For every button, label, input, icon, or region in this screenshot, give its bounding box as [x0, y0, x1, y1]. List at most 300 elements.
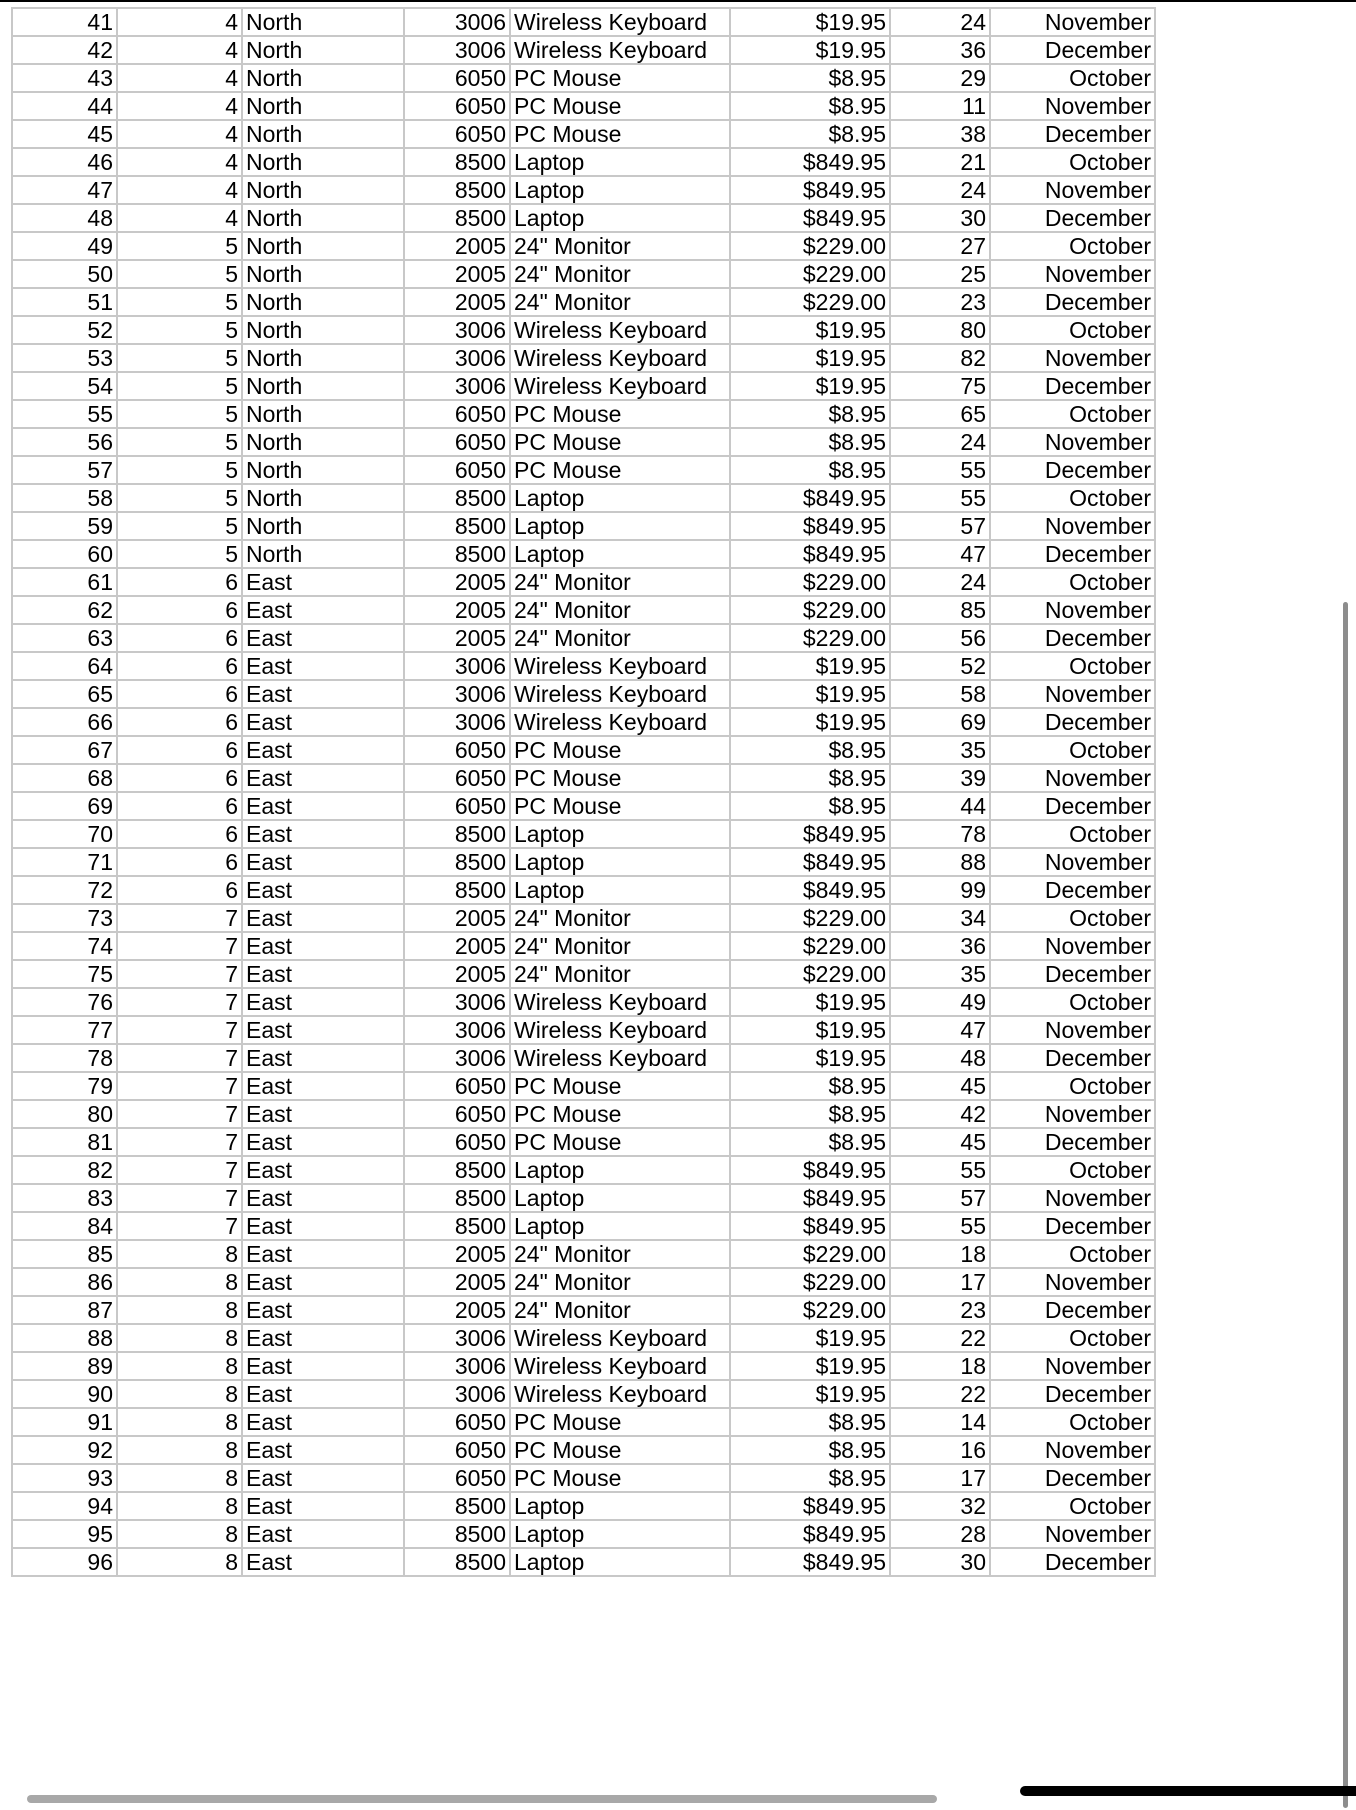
- product-code-cell[interactable]: 3006: [404, 1352, 510, 1380]
- product-code-cell[interactable]: 2005: [404, 932, 510, 960]
- region-cell[interactable]: North: [242, 204, 404, 232]
- description-cell[interactable]: 24" Monitor: [510, 568, 730, 596]
- region-cell[interactable]: East: [242, 1016, 404, 1044]
- description-cell[interactable]: Wireless Keyboard: [510, 1324, 730, 1352]
- row-number-cell[interactable]: 92: [12, 1436, 117, 1464]
- product-code-cell[interactable]: 2005: [404, 288, 510, 316]
- quantity-cell[interactable]: 36: [890, 932, 990, 960]
- store-cell[interactable]: 7: [117, 932, 242, 960]
- product-code-cell[interactable]: 6050: [404, 1464, 510, 1492]
- region-cell[interactable]: East: [242, 624, 404, 652]
- row-number-cell[interactable]: 74: [12, 932, 117, 960]
- description-cell[interactable]: PC Mouse: [510, 1072, 730, 1100]
- quantity-cell[interactable]: 88: [890, 848, 990, 876]
- description-cell[interactable]: Laptop: [510, 540, 730, 568]
- description-cell[interactable]: Laptop: [510, 1184, 730, 1212]
- description-cell[interactable]: Laptop: [510, 1548, 730, 1576]
- quantity-cell[interactable]: 57: [890, 1184, 990, 1212]
- quantity-cell[interactable]: 29: [890, 64, 990, 92]
- row-number-cell[interactable]: 91: [12, 1408, 117, 1436]
- store-cell[interactable]: 4: [117, 148, 242, 176]
- description-cell[interactable]: Laptop: [510, 176, 730, 204]
- month-cell[interactable]: October: [990, 1324, 1155, 1352]
- month-cell[interactable]: December: [990, 708, 1155, 736]
- row-number-cell[interactable]: 59: [12, 512, 117, 540]
- description-cell[interactable]: PC Mouse: [510, 1464, 730, 1492]
- region-cell[interactable]: North: [242, 288, 404, 316]
- month-cell[interactable]: November: [990, 260, 1155, 288]
- quantity-cell[interactable]: 18: [890, 1240, 990, 1268]
- row-number-cell[interactable]: 70: [12, 820, 117, 848]
- product-code-cell[interactable]: 6050: [404, 456, 510, 484]
- store-cell[interactable]: 4: [117, 176, 242, 204]
- product-code-cell[interactable]: 3006: [404, 372, 510, 400]
- quantity-cell[interactable]: 21: [890, 148, 990, 176]
- quantity-cell[interactable]: 32: [890, 1492, 990, 1520]
- month-cell[interactable]: October: [990, 64, 1155, 92]
- product-code-cell[interactable]: 8500: [404, 820, 510, 848]
- description-cell[interactable]: PC Mouse: [510, 1408, 730, 1436]
- price-cell[interactable]: $19.95: [730, 8, 890, 36]
- price-cell[interactable]: $8.95: [730, 456, 890, 484]
- row-number-cell[interactable]: 71: [12, 848, 117, 876]
- region-cell[interactable]: East: [242, 988, 404, 1016]
- store-cell[interactable]: 4: [117, 92, 242, 120]
- price-cell[interactable]: $849.95: [730, 1184, 890, 1212]
- month-cell[interactable]: October: [990, 232, 1155, 260]
- product-code-cell[interactable]: 6050: [404, 792, 510, 820]
- quantity-cell[interactable]: 47: [890, 1016, 990, 1044]
- quantity-cell[interactable]: 49: [890, 988, 990, 1016]
- description-cell[interactable]: Wireless Keyboard: [510, 316, 730, 344]
- row-number-cell[interactable]: 60: [12, 540, 117, 568]
- description-cell[interactable]: 24" Monitor: [510, 904, 730, 932]
- region-cell[interactable]: East: [242, 1072, 404, 1100]
- store-cell[interactable]: 7: [117, 1128, 242, 1156]
- quantity-cell[interactable]: 35: [890, 736, 990, 764]
- store-cell[interactable]: 7: [117, 1072, 242, 1100]
- product-code-cell[interactable]: 3006: [404, 988, 510, 1016]
- region-cell[interactable]: East: [242, 680, 404, 708]
- store-cell[interactable]: 7: [117, 904, 242, 932]
- description-cell[interactable]: PC Mouse: [510, 764, 730, 792]
- region-cell[interactable]: East: [242, 1156, 404, 1184]
- store-cell[interactable]: 8: [117, 1464, 242, 1492]
- description-cell[interactable]: 24" Monitor: [510, 288, 730, 316]
- month-cell[interactable]: December: [990, 1548, 1155, 1576]
- product-code-cell[interactable]: 3006: [404, 1044, 510, 1072]
- month-cell[interactable]: November: [990, 344, 1155, 372]
- region-cell[interactable]: East: [242, 1408, 404, 1436]
- region-cell[interactable]: North: [242, 8, 404, 36]
- region-cell[interactable]: North: [242, 512, 404, 540]
- region-cell[interactable]: North: [242, 456, 404, 484]
- quantity-cell[interactable]: 80: [890, 316, 990, 344]
- region-cell[interactable]: North: [242, 260, 404, 288]
- description-cell[interactable]: Wireless Keyboard: [510, 652, 730, 680]
- month-cell[interactable]: November: [990, 1352, 1155, 1380]
- price-cell[interactable]: $849.95: [730, 1548, 890, 1576]
- row-number-cell[interactable]: 73: [12, 904, 117, 932]
- quantity-cell[interactable]: 39: [890, 764, 990, 792]
- product-code-cell[interactable]: 6050: [404, 1128, 510, 1156]
- row-number-cell[interactable]: 82: [12, 1156, 117, 1184]
- price-cell[interactable]: $19.95: [730, 316, 890, 344]
- row-number-cell[interactable]: 55: [12, 400, 117, 428]
- row-number-cell[interactable]: 58: [12, 484, 117, 512]
- quantity-cell[interactable]: 30: [890, 204, 990, 232]
- region-cell[interactable]: East: [242, 904, 404, 932]
- row-number-cell[interactable]: 56: [12, 428, 117, 456]
- region-cell[interactable]: East: [242, 1268, 404, 1296]
- description-cell[interactable]: 24" Monitor: [510, 1268, 730, 1296]
- quantity-cell[interactable]: 24: [890, 568, 990, 596]
- quantity-cell[interactable]: 52: [890, 652, 990, 680]
- product-code-cell[interactable]: 2005: [404, 596, 510, 624]
- store-cell[interactable]: 4: [117, 64, 242, 92]
- store-cell[interactable]: 6: [117, 820, 242, 848]
- quantity-cell[interactable]: 24: [890, 428, 990, 456]
- region-cell[interactable]: East: [242, 1100, 404, 1128]
- quantity-cell[interactable]: 23: [890, 288, 990, 316]
- quantity-cell[interactable]: 25: [890, 260, 990, 288]
- region-cell[interactable]: North: [242, 344, 404, 372]
- row-number-cell[interactable]: 85: [12, 1240, 117, 1268]
- product-code-cell[interactable]: 2005: [404, 960, 510, 988]
- row-number-cell[interactable]: 93: [12, 1464, 117, 1492]
- month-cell[interactable]: December: [990, 1380, 1155, 1408]
- row-number-cell[interactable]: 69: [12, 792, 117, 820]
- product-code-cell[interactable]: 2005: [404, 1240, 510, 1268]
- region-cell[interactable]: East: [242, 1296, 404, 1324]
- store-cell[interactable]: 6: [117, 680, 242, 708]
- quantity-cell[interactable]: 16: [890, 1436, 990, 1464]
- row-number-cell[interactable]: 96: [12, 1548, 117, 1576]
- description-cell[interactable]: PC Mouse: [510, 400, 730, 428]
- region-cell[interactable]: East: [242, 1548, 404, 1576]
- month-cell[interactable]: October: [990, 1408, 1155, 1436]
- region-cell[interactable]: East: [242, 932, 404, 960]
- product-code-cell[interactable]: 3006: [404, 36, 510, 64]
- row-number-cell[interactable]: 75: [12, 960, 117, 988]
- quantity-cell[interactable]: 57: [890, 512, 990, 540]
- price-cell[interactable]: $849.95: [730, 876, 890, 904]
- product-code-cell[interactable]: 8500: [404, 484, 510, 512]
- price-cell[interactable]: $8.95: [730, 1436, 890, 1464]
- description-cell[interactable]: Wireless Keyboard: [510, 36, 730, 64]
- region-cell[interactable]: East: [242, 820, 404, 848]
- store-cell[interactable]: 8: [117, 1436, 242, 1464]
- store-cell[interactable]: 5: [117, 540, 242, 568]
- month-cell[interactable]: December: [990, 540, 1155, 568]
- price-cell[interactable]: $849.95: [730, 1492, 890, 1520]
- quantity-cell[interactable]: 17: [890, 1464, 990, 1492]
- store-cell[interactable]: 4: [117, 8, 242, 36]
- row-number-cell[interactable]: 49: [12, 232, 117, 260]
- row-number-cell[interactable]: 62: [12, 596, 117, 624]
- region-cell[interactable]: East: [242, 1352, 404, 1380]
- row-number-cell[interactable]: 67: [12, 736, 117, 764]
- price-cell[interactable]: $229.00: [730, 624, 890, 652]
- description-cell[interactable]: 24" Monitor: [510, 624, 730, 652]
- price-cell[interactable]: $849.95: [730, 484, 890, 512]
- product-code-cell[interactable]: 6050: [404, 428, 510, 456]
- description-cell[interactable]: PC Mouse: [510, 1128, 730, 1156]
- region-cell[interactable]: North: [242, 176, 404, 204]
- region-cell[interactable]: North: [242, 232, 404, 260]
- month-cell[interactable]: November: [990, 848, 1155, 876]
- region-cell[interactable]: East: [242, 1436, 404, 1464]
- product-code-cell[interactable]: 2005: [404, 1296, 510, 1324]
- store-cell[interactable]: 4: [117, 204, 242, 232]
- product-code-cell[interactable]: 8500: [404, 1492, 510, 1520]
- month-cell[interactable]: October: [990, 988, 1155, 1016]
- description-cell[interactable]: Wireless Keyboard: [510, 8, 730, 36]
- region-cell[interactable]: North: [242, 484, 404, 512]
- region-cell[interactable]: North: [242, 372, 404, 400]
- product-code-cell[interactable]: 3006: [404, 344, 510, 372]
- region-cell[interactable]: North: [242, 400, 404, 428]
- store-cell[interactable]: 5: [117, 372, 242, 400]
- store-cell[interactable]: 8: [117, 1296, 242, 1324]
- row-number-cell[interactable]: 48: [12, 204, 117, 232]
- quantity-cell[interactable]: 69: [890, 708, 990, 736]
- product-code-cell[interactable]: 6050: [404, 1408, 510, 1436]
- row-number-cell[interactable]: 53: [12, 344, 117, 372]
- region-cell[interactable]: East: [242, 1380, 404, 1408]
- month-cell[interactable]: October: [990, 904, 1155, 932]
- month-cell[interactable]: December: [990, 288, 1155, 316]
- region-cell[interactable]: North: [242, 540, 404, 568]
- row-number-cell[interactable]: 94: [12, 1492, 117, 1520]
- row-number-cell[interactable]: 64: [12, 652, 117, 680]
- row-number-cell[interactable]: 78: [12, 1044, 117, 1072]
- month-cell[interactable]: November: [990, 1436, 1155, 1464]
- product-code-cell[interactable]: 3006: [404, 652, 510, 680]
- store-cell[interactable]: 6: [117, 596, 242, 624]
- product-code-cell[interactable]: 3006: [404, 1380, 510, 1408]
- store-cell[interactable]: 7: [117, 1100, 242, 1128]
- product-code-cell[interactable]: 3006: [404, 8, 510, 36]
- quantity-cell[interactable]: 75: [890, 372, 990, 400]
- description-cell[interactable]: Laptop: [510, 876, 730, 904]
- month-cell[interactable]: December: [990, 1296, 1155, 1324]
- description-cell[interactable]: Wireless Keyboard: [510, 1016, 730, 1044]
- quantity-cell[interactable]: 34: [890, 904, 990, 932]
- product-code-cell[interactable]: 2005: [404, 568, 510, 596]
- product-code-cell[interactable]: 6050: [404, 1100, 510, 1128]
- price-cell[interactable]: $229.00: [730, 932, 890, 960]
- product-code-cell[interactable]: 8500: [404, 176, 510, 204]
- store-cell[interactable]: 7: [117, 988, 242, 1016]
- store-cell[interactable]: 7: [117, 1184, 242, 1212]
- row-number-cell[interactable]: 77: [12, 1016, 117, 1044]
- store-cell[interactable]: 6: [117, 792, 242, 820]
- price-cell[interactable]: $849.95: [730, 148, 890, 176]
- month-cell[interactable]: November: [990, 596, 1155, 624]
- price-cell[interactable]: $229.00: [730, 288, 890, 316]
- region-cell[interactable]: East: [242, 1184, 404, 1212]
- horizontal-scrollbar[interactable]: [27, 1795, 937, 1803]
- quantity-cell[interactable]: 22: [890, 1380, 990, 1408]
- store-cell[interactable]: 6: [117, 708, 242, 736]
- price-cell[interactable]: $8.95: [730, 92, 890, 120]
- spreadsheet-grid[interactable]: [11, 7, 1156, 1577]
- product-code-cell[interactable]: 8500: [404, 848, 510, 876]
- store-cell[interactable]: 6: [117, 848, 242, 876]
- quantity-cell[interactable]: 55: [890, 1156, 990, 1184]
- row-number-cell[interactable]: 57: [12, 456, 117, 484]
- price-cell[interactable]: $8.95: [730, 64, 890, 92]
- product-code-cell[interactable]: 6050: [404, 120, 510, 148]
- price-cell[interactable]: $19.95: [730, 1324, 890, 1352]
- price-cell[interactable]: $8.95: [730, 1100, 890, 1128]
- product-code-cell[interactable]: 6050: [404, 64, 510, 92]
- quantity-cell[interactable]: 82: [890, 344, 990, 372]
- month-cell[interactable]: December: [990, 1212, 1155, 1240]
- store-cell[interactable]: 6: [117, 568, 242, 596]
- description-cell[interactable]: PC Mouse: [510, 120, 730, 148]
- region-cell[interactable]: East: [242, 876, 404, 904]
- store-cell[interactable]: 4: [117, 120, 242, 148]
- row-number-cell[interactable]: 87: [12, 1296, 117, 1324]
- store-cell[interactable]: 5: [117, 316, 242, 344]
- month-cell[interactable]: December: [990, 960, 1155, 988]
- store-cell[interactable]: 6: [117, 876, 242, 904]
- price-cell[interactable]: $229.00: [730, 904, 890, 932]
- product-code-cell[interactable]: 3006: [404, 316, 510, 344]
- store-cell[interactable]: 7: [117, 960, 242, 988]
- price-cell[interactable]: $229.00: [730, 960, 890, 988]
- store-cell[interactable]: 5: [117, 260, 242, 288]
- description-cell[interactable]: 24" Monitor: [510, 260, 730, 288]
- product-code-cell[interactable]: 6050: [404, 92, 510, 120]
- month-cell[interactable]: October: [990, 1156, 1155, 1184]
- quantity-cell[interactable]: 35: [890, 960, 990, 988]
- store-cell[interactable]: 5: [117, 232, 242, 260]
- row-number-cell[interactable]: 72: [12, 876, 117, 904]
- description-cell[interactable]: PC Mouse: [510, 92, 730, 120]
- month-cell[interactable]: December: [990, 372, 1155, 400]
- product-code-cell[interactable]: 2005: [404, 904, 510, 932]
- product-code-cell[interactable]: 3006: [404, 708, 510, 736]
- row-number-cell[interactable]: 66: [12, 708, 117, 736]
- region-cell[interactable]: North: [242, 428, 404, 456]
- month-cell[interactable]: October: [990, 148, 1155, 176]
- store-cell[interactable]: 8: [117, 1520, 242, 1548]
- row-number-cell[interactable]: 63: [12, 624, 117, 652]
- description-cell[interactable]: Wireless Keyboard: [510, 988, 730, 1016]
- month-cell[interactable]: October: [990, 1492, 1155, 1520]
- quantity-cell[interactable]: 24: [890, 176, 990, 204]
- month-cell[interactable]: December: [990, 120, 1155, 148]
- description-cell[interactable]: Laptop: [510, 512, 730, 540]
- store-cell[interactable]: 6: [117, 652, 242, 680]
- row-number-cell[interactable]: 50: [12, 260, 117, 288]
- region-cell[interactable]: North: [242, 64, 404, 92]
- price-cell[interactable]: $849.95: [730, 820, 890, 848]
- region-cell[interactable]: East: [242, 764, 404, 792]
- price-cell[interactable]: $849.95: [730, 1520, 890, 1548]
- product-code-cell[interactable]: 2005: [404, 624, 510, 652]
- price-cell[interactable]: $229.00: [730, 232, 890, 260]
- store-cell[interactable]: 5: [117, 428, 242, 456]
- row-number-cell[interactable]: 81: [12, 1128, 117, 1156]
- price-cell[interactable]: $849.95: [730, 176, 890, 204]
- region-cell[interactable]: East: [242, 568, 404, 596]
- store-cell[interactable]: 6: [117, 764, 242, 792]
- price-cell[interactable]: $19.95: [730, 344, 890, 372]
- quantity-cell[interactable]: 78: [890, 820, 990, 848]
- month-cell[interactable]: November: [990, 428, 1155, 456]
- month-cell[interactable]: November: [990, 764, 1155, 792]
- month-cell[interactable]: November: [990, 512, 1155, 540]
- price-cell[interactable]: $19.95: [730, 1352, 890, 1380]
- month-cell[interactable]: October: [990, 568, 1155, 596]
- store-cell[interactable]: 7: [117, 1044, 242, 1072]
- row-number-cell[interactable]: 83: [12, 1184, 117, 1212]
- price-cell[interactable]: $8.95: [730, 400, 890, 428]
- store-cell[interactable]: 8: [117, 1548, 242, 1576]
- row-number-cell[interactable]: 90: [12, 1380, 117, 1408]
- store-cell[interactable]: 8: [117, 1240, 242, 1268]
- row-number-cell[interactable]: 45: [12, 120, 117, 148]
- description-cell[interactable]: PC Mouse: [510, 64, 730, 92]
- product-code-cell[interactable]: 8500: [404, 148, 510, 176]
- region-cell[interactable]: North: [242, 316, 404, 344]
- description-cell[interactable]: PC Mouse: [510, 736, 730, 764]
- store-cell[interactable]: 5: [117, 400, 242, 428]
- region-cell[interactable]: East: [242, 708, 404, 736]
- month-cell[interactable]: November: [990, 1520, 1155, 1548]
- store-cell[interactable]: 8: [117, 1352, 242, 1380]
- description-cell[interactable]: PC Mouse: [510, 456, 730, 484]
- description-cell[interactable]: PC Mouse: [510, 428, 730, 456]
- product-code-cell[interactable]: 8500: [404, 512, 510, 540]
- month-cell[interactable]: November: [990, 92, 1155, 120]
- quantity-cell[interactable]: 55: [890, 456, 990, 484]
- row-number-cell[interactable]: 46: [12, 148, 117, 176]
- price-cell[interactable]: $849.95: [730, 204, 890, 232]
- description-cell[interactable]: 24" Monitor: [510, 232, 730, 260]
- price-cell[interactable]: $849.95: [730, 512, 890, 540]
- month-cell[interactable]: December: [990, 876, 1155, 904]
- description-cell[interactable]: Wireless Keyboard: [510, 708, 730, 736]
- quantity-cell[interactable]: 30: [890, 1548, 990, 1576]
- price-cell[interactable]: $849.95: [730, 540, 890, 568]
- month-cell[interactable]: October: [990, 400, 1155, 428]
- product-code-cell[interactable]: 8500: [404, 1184, 510, 1212]
- month-cell[interactable]: December: [990, 792, 1155, 820]
- month-cell[interactable]: November: [990, 932, 1155, 960]
- description-cell[interactable]: Laptop: [510, 204, 730, 232]
- description-cell[interactable]: Wireless Keyboard: [510, 680, 730, 708]
- description-cell[interactable]: 24" Monitor: [510, 960, 730, 988]
- row-number-cell[interactable]: 42: [12, 36, 117, 64]
- row-number-cell[interactable]: 68: [12, 764, 117, 792]
- quantity-cell[interactable]: 99: [890, 876, 990, 904]
- price-cell[interactable]: $8.95: [730, 764, 890, 792]
- region-cell[interactable]: East: [242, 960, 404, 988]
- price-cell[interactable]: $8.95: [730, 120, 890, 148]
- month-cell[interactable]: December: [990, 1128, 1155, 1156]
- price-cell[interactable]: $229.00: [730, 1240, 890, 1268]
- description-cell[interactable]: Laptop: [510, 1520, 730, 1548]
- vertical-scrollbar[interactable]: [1343, 602, 1348, 1808]
- price-cell[interactable]: $8.95: [730, 1128, 890, 1156]
- row-number-cell[interactable]: 86: [12, 1268, 117, 1296]
- row-number-cell[interactable]: 89: [12, 1352, 117, 1380]
